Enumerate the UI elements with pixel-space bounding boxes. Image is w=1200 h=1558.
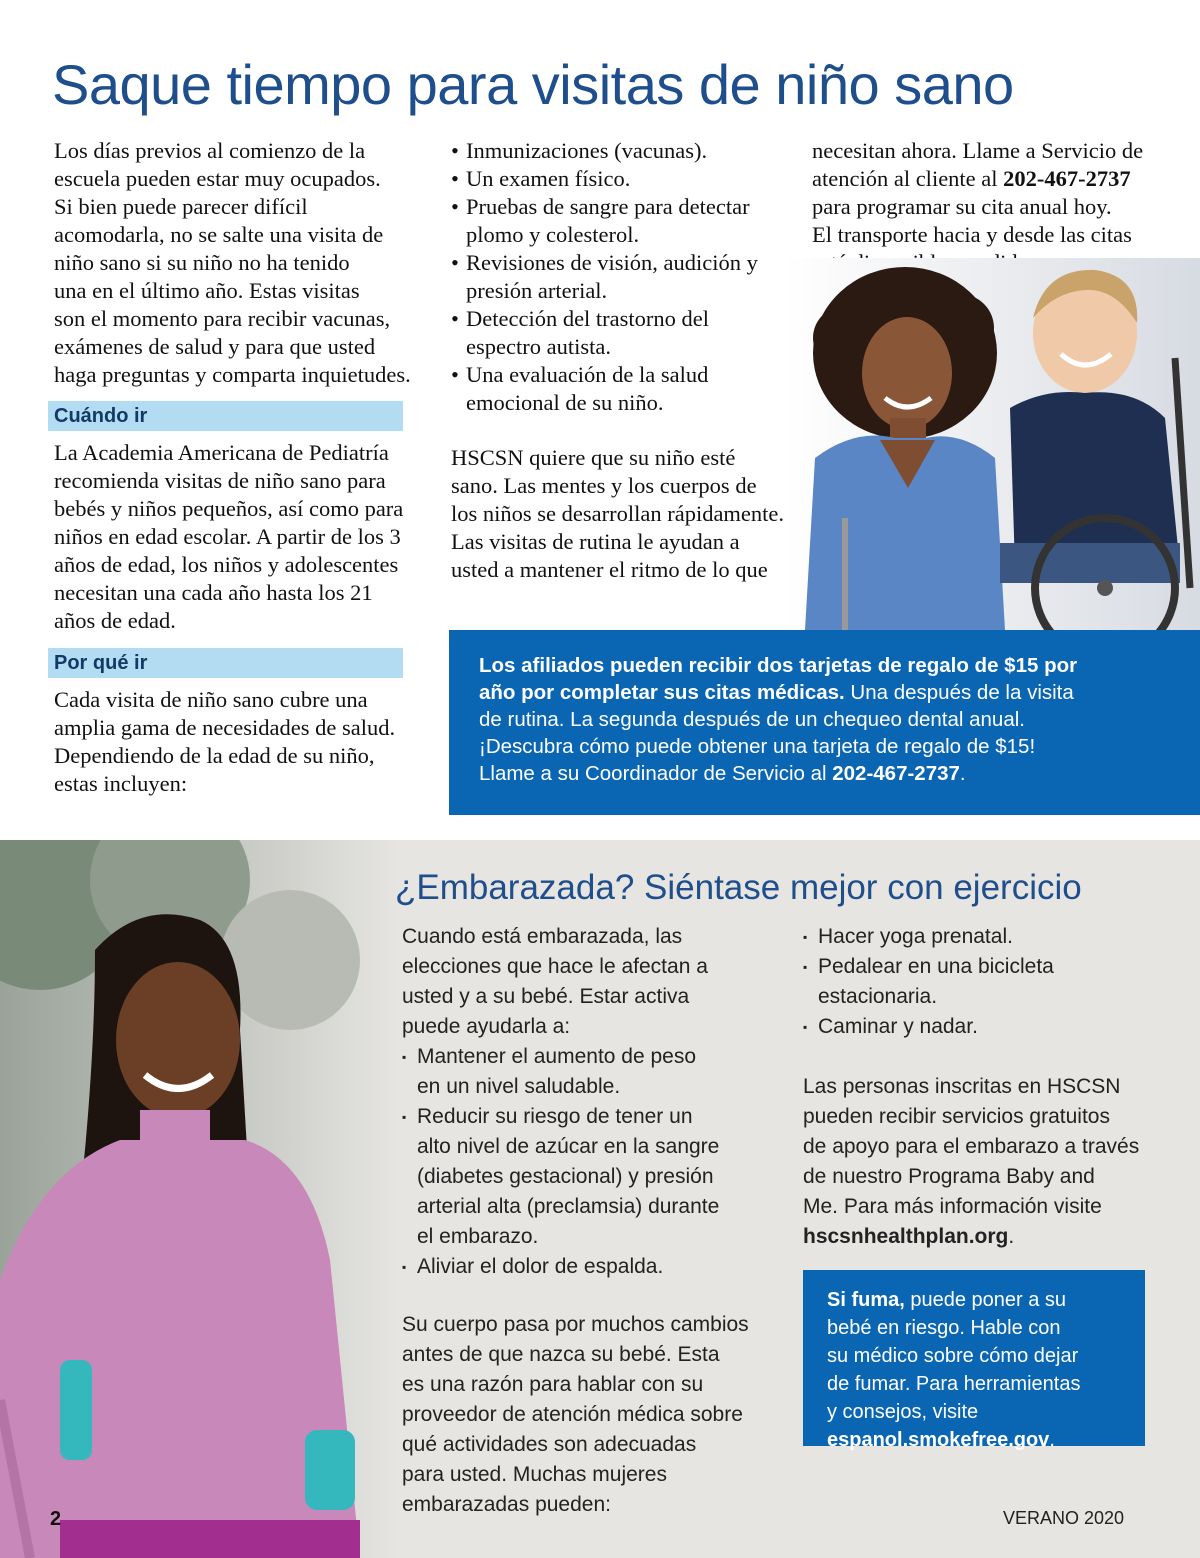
smoking-callout: Si fuma, puede poner a su bebé en riesgo. Hable con su médico sobre cómo dejar de fumar. Para herramientas y consejos, visite espanol.smokefree.gov.: [803, 1270, 1145, 1446]
program-link[interactable]: hscsnhealthplan.org: [803, 1225, 1009, 1248]
gift-card-callout: Los afiliados pueden recibir dos tarjetas de regalo de $15 por año por completar sus citas médicas. Una después de la visita de rutina. La segunda después de un chequeo dental anual. ¡Descubra cómo puede obtener una tarjeta de regalo de $15! Llame a su Coordinador de Servicio al 202-467-2737.: [449, 630, 1200, 815]
nurse-child-photo: [785, 258, 1200, 630]
woman-exercising-photo: [0, 840, 400, 1558]
checkup-list: [451, 137, 791, 417]
schedule-text: necesitan ahora. Llame a Servicio de atención al cliente al 202-467-2737 para programar su cita anual hoy. El transporte hacia y desde las citas: [812, 138, 1144, 247]
list-item: ▪ Pedalear en una bicicleta estacionaria.: [803, 952, 1183, 1012]
list-item: • Una evaluación de la salud emocional de su niño.: [451, 361, 791, 417]
list-item: ▪ Mantener el aumento de peso en un nivel saludable.: [402, 1042, 792, 1102]
list-item: ▪ Hacer yoga prenatal.: [803, 922, 1183, 952]
why-text: Cada visita de niño sano cubre una amplia gama de necesidades de salud. Dependiendo de la edad de su niño, estas incluyen:: [54, 687, 396, 796]
list-item: ▪ Aliviar el dolor de espalda.: [402, 1252, 792, 1282]
hscsn-text: HSCSN quiere que su niño esté sano. Las mentes y los cuerpos de los niños se desarrollan rápidamente. Las visitas de rutina le ayudan a usted a mantener el ritmo de lo que: [451, 445, 785, 582]
list-item: • Detección del trastorno del espectro autista.: [451, 305, 791, 361]
phone-number[interactable]: 202-467-2737: [1003, 166, 1131, 191]
list-item: • Pruebas de sangre para detectar plomo y colesterol.: [451, 193, 791, 249]
smokefree-link[interactable]: espanol.smokefree.gov: [827, 1429, 1050, 1451]
intro-text: Los días previos al comienzo de la escuela pueden estar muy ocupados. Si bien puede parecer difícil acomodarla, no se salte una visita de niño sano si su niño no ha tenido una en el último año. Estas visitas son el momento para recibir vacunas, exámenes de salud y para que usted haga preguntas y comparta inquietudes.: [54, 138, 411, 387]
activity-list: [803, 922, 1183, 1042]
list-item: • Un examen físico.: [451, 165, 791, 193]
section-heading-why: Por qué ir: [48, 648, 403, 678]
section-title-pregnancy: ¿Embarazada? Siéntase mejor con ejercicio: [395, 868, 1082, 907]
list-item: • Inmunizaciones (vacunas).: [451, 137, 791, 165]
list-item: ▪ Reducir su riesgo de tener un alto nivel de azúcar en la sangre (diabetes gestacional) y presión arterial alta (preclamsia) durante el embarazo.: [402, 1102, 792, 1252]
list-item: ▪ Caminar y nadar.: [803, 1012, 1183, 1042]
coordinator-phone[interactable]: 202-467-2737: [832, 762, 960, 785]
page-title: Saque tiempo para visitas de niño sano: [52, 53, 1014, 116]
list-item: • Revisiones de visión, audición y presión arterial.: [451, 249, 791, 305]
program-text: Las personas inscritas en HSCSN pueden recibir servicios gratuitos de apoyo para el embarazo a través de nuestro Programa Baby and Me. Para más información visite hscsnhealthplan.org.: [803, 1075, 1140, 1248]
pregnancy-intro: Cuando está embarazada, las elecciones que hace le afectan a usted y a su bebé. Estar activa puede ayudarla a: ▪ Mantener el aumento de peso en un nivel saludable. ▪ Reducir su riesgo de tener un alto nivel de azúcar en la sangre (diabetes gestacional) y presión arterial alta (preclamsia) durante el embarazo. ▪ Aliviar el dolor de espalda.: [402, 922, 792, 1282]
section-heading-when: Cuándo ir: [48, 401, 403, 431]
pregnancy-body: Su cuerpo pasa por muchos cambios antes de que nazca su bebé. Esta es una razón para hablar con su proveedor de atención médica sobre qué actividades son adecuadas para usted. Muchas mujeres embarazadas pueden:: [402, 1313, 749, 1516]
issue-label: VERANO 2020: [1002, 1508, 1124, 1528]
page-number: 2: [50, 1508, 62, 1530]
when-text: La Academia Americana de Pediatría recomienda visitas de niño sano para bebés y niños pequeños, así como para niños en edad escolar. A partir de los 3 años de edad, los niños y adolescentes necesitan una cada año hasta los 21 años de edad.: [54, 440, 404, 633]
